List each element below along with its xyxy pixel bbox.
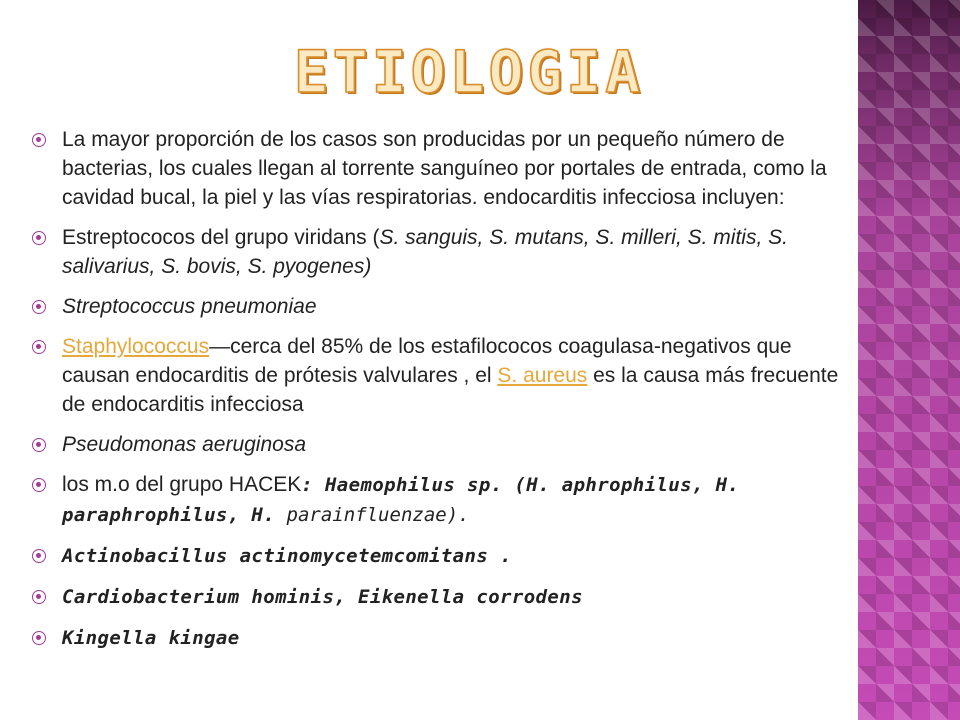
circled-dot-bullet-icon (32, 231, 46, 245)
species-list: S. sanguis, S. mutans, S. milleri, S. mitis, S. salivarius, S. bovis, S. pyogenes) (62, 226, 788, 278)
circled-dot-bullet-icon (32, 549, 46, 563)
list-item (32, 125, 847, 212)
bullet-text: Estreptococos del grupo viridans ( (62, 226, 380, 249)
staphylococcus-link[interactable]: Staphylococcus (62, 335, 210, 358)
circled-dot-bullet-icon (32, 340, 46, 354)
circled-dot-bullet-icon (32, 438, 46, 452)
bullet-text: Pseudomonas aeruginosa (62, 433, 307, 456)
list-item (32, 223, 847, 281)
bullet-list (32, 125, 847, 664)
hacek-colon: : (301, 474, 325, 496)
bullet-text-end: es la causa más frecuente de endocarditis infecciosa (62, 364, 839, 416)
circled-dot-bullet-icon (32, 631, 46, 645)
list-item (32, 430, 847, 459)
bullet-text: Cardiobacterium hominis, Eikenella corrodens (62, 586, 583, 608)
s-aureus-link[interactable]: S. aureus (497, 364, 588, 387)
slide-title: ETIOLOGIA (293, 38, 645, 106)
bullet-text: los m.o del grupo HACEK (62, 473, 302, 496)
list-item (32, 470, 847, 530)
circled-dot-bullet-icon (32, 590, 46, 604)
list-item (32, 582, 847, 612)
bullet-text: La mayor proporción de los casos son producidas por un pequeño número de bacterias, los cuales llegan al torrente sanguíneo por portales de entrada, como la cavidad bucal, la piel y las vías respiratorias. endocarditis infecciosa incluyen: (62, 128, 827, 209)
bullet-text: —cerca del 85% de los estafilococos coagulasa-negativos que causan endocarditis de prótesis valvulares , el (62, 335, 792, 387)
list-item (32, 623, 847, 653)
circled-dot-bullet-icon (32, 300, 46, 314)
circled-dot-bullet-icon (32, 133, 46, 147)
list-item (32, 332, 847, 419)
bullet-text: Actinobacillus actinomycetemcomitans . (62, 545, 512, 567)
list-item (32, 292, 847, 321)
hacek-species: Haemophilus sp. (H. aphrophilus, H. paraphrophilus, H. (62, 474, 740, 526)
bullet-text: Kingella kingae (62, 627, 240, 649)
bullet-text: Streptococcus pneumoniae (62, 295, 317, 318)
list-item (32, 541, 847, 571)
decorative-side-band (858, 0, 960, 720)
circled-dot-bullet-icon (32, 478, 46, 492)
hacek-species-light: parainfluenzae). (275, 504, 470, 526)
